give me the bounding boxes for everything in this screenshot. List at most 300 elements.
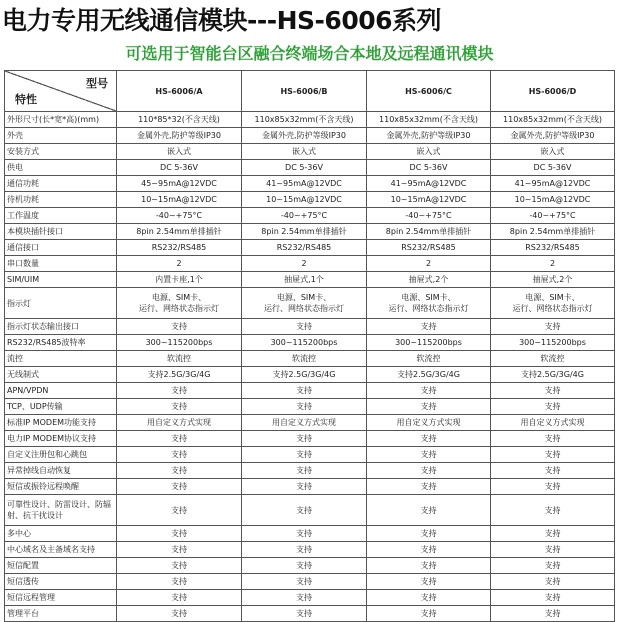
table-row (5, 574, 615, 590)
cell-text: 用自定义方式实现 (520, 418, 585, 427)
cell-text: 支持 (420, 322, 437, 331)
cell-text: 110*85*32(不含天线) (138, 115, 220, 124)
cell-text: 支持 (420, 386, 437, 395)
table-cell (367, 399, 491, 415)
cell-text: -40~+75°C (280, 211, 328, 220)
row-label: 管理平台 (5, 606, 117, 622)
table-cell (491, 367, 615, 383)
table-cell (117, 415, 242, 431)
table-cell (491, 590, 615, 606)
table-cell (117, 574, 242, 590)
table-cell (242, 160, 367, 176)
table-row (5, 399, 615, 415)
table-cell (367, 208, 491, 224)
table-cell (242, 192, 367, 208)
table-row (5, 176, 615, 192)
table-cell (367, 479, 491, 495)
cell-text: 嵌入式 (540, 147, 565, 156)
cell-text: RS232/RS485 (276, 243, 332, 252)
table-cell (242, 176, 367, 192)
table-cell (242, 542, 367, 558)
cell-text: 支持 (171, 450, 187, 459)
cell-text: 支持 (544, 482, 561, 491)
table-cell (242, 367, 367, 383)
table-cell (491, 288, 615, 319)
cell-text: 支持 (171, 505, 187, 515)
cell-text: -40~+75°C (405, 211, 452, 220)
table-cell (491, 144, 615, 160)
table-cell (491, 272, 615, 288)
cell-text: 用自定义方式实现 (272, 418, 336, 427)
cell-text: 支持 (171, 434, 187, 443)
cell-text: 支持 (296, 593, 312, 602)
row-label: 指示灯状态输出接口 (5, 319, 117, 335)
cell-text: 电源、SIM卡、 (151, 293, 207, 302)
cell-text: 运行、网络状态指示灯 (139, 304, 219, 313)
table-cell (367, 256, 491, 272)
cell-text: 支持 (544, 402, 561, 411)
cell-text: 10~15mA@12VDC (141, 195, 217, 204)
table-cell (367, 335, 491, 351)
table-cell (491, 160, 615, 176)
table-cell (491, 319, 615, 335)
table-row (5, 208, 615, 224)
cell-text: 电源、SIM卡、 (401, 293, 456, 302)
spec-table (4, 70, 615, 622)
model-header-d: HS-6006/D (491, 71, 615, 112)
table-cell (117, 160, 242, 176)
table-row (5, 479, 615, 495)
table-cell (491, 335, 615, 351)
cell-text: 支持 (420, 529, 437, 538)
row-label: RS232/RS485波特率 (5, 335, 117, 351)
row-label: SIM/UIM (5, 272, 117, 288)
row-label: 异常掉线自动恢复 (5, 463, 117, 479)
cell-text: 41~95mA@12VDC (514, 179, 591, 188)
model-header-a: HS-6006/A (117, 71, 242, 112)
cell-text: 支持 (296, 609, 312, 618)
cell-text: 软流控 (292, 354, 316, 363)
table-row (5, 463, 615, 479)
cell-text: 支持 (544, 593, 561, 602)
table-cell (367, 240, 491, 256)
table-cell (117, 192, 242, 208)
cell-text: 支持 (420, 482, 437, 491)
table-row (5, 224, 615, 240)
cell-text: 41~95mA@12VDC (266, 179, 342, 188)
cell-text: 支持 (296, 561, 312, 570)
table-row (5, 558, 615, 574)
table-row (5, 495, 615, 526)
table-cell (117, 479, 242, 495)
table-cell (117, 256, 242, 272)
cell-text: -40~+75°C (155, 211, 203, 220)
cell-text: 支持 (420, 593, 437, 602)
table-cell (242, 144, 367, 160)
cell-text: 内置卡座,1个 (155, 275, 203, 284)
table-cell (242, 208, 367, 224)
cell-text: 支持 (171, 561, 187, 570)
table-row (5, 112, 615, 128)
table-row (5, 431, 615, 447)
table-cell (117, 240, 242, 256)
row-label: TCP、UDP传输 (5, 399, 117, 415)
cell-text: 10~15mA@12VDC (514, 195, 591, 204)
row-label: 通信接口 (5, 240, 117, 256)
row-label: 外壳 (5, 128, 117, 144)
header-feature-label: 特性 (15, 93, 37, 106)
table-cell (117, 542, 242, 558)
table-cell (242, 415, 367, 431)
cell-text: 8pin 2.54mm单排插针 (261, 227, 347, 236)
table-cell (367, 367, 491, 383)
cell-text: 用自定义方式实现 (147, 418, 211, 427)
table-cell (491, 240, 615, 256)
table-cell (117, 272, 242, 288)
row-label: 供电 (5, 160, 117, 176)
table-row (5, 240, 615, 256)
table-cell (117, 590, 242, 606)
table-cell (367, 288, 491, 319)
table-row (5, 590, 615, 606)
cell-text: 支持 (544, 577, 561, 586)
table-cell (491, 224, 615, 240)
cell-text: 110x85x32mm(不含天线) (379, 115, 478, 124)
cell-text: 运行、网络状态指示灯 (388, 304, 469, 313)
cell-text: 用自定义方式实现 (396, 418, 461, 427)
table-cell (491, 112, 615, 128)
table-cell (367, 495, 491, 526)
table-row (5, 160, 615, 176)
cell-text: 支持 (171, 402, 187, 411)
table-cell (242, 351, 367, 367)
table-row (5, 335, 615, 351)
table-cell (367, 558, 491, 574)
row-label: 电力IP MODEM协议支持 (5, 431, 117, 447)
cell-text: 支持 (544, 545, 561, 554)
cell-text: 2 (176, 259, 182, 268)
cell-text: 2 (549, 259, 556, 268)
cell-text: 支持 (544, 322, 561, 331)
row-label: 串口数量 (5, 256, 117, 272)
row-label: 短信透传 (5, 574, 117, 590)
row-label: 待机功耗 (5, 192, 117, 208)
cell-text: 300~115200bps (270, 338, 338, 347)
cell-text: 支持2.5G/3G/4G (521, 370, 584, 379)
table-cell (242, 256, 367, 272)
cell-text: 10~15mA@12VDC (390, 195, 467, 204)
table-cell (367, 128, 491, 144)
cell-text: 支持 (296, 577, 312, 586)
table-cell (491, 351, 615, 367)
table-cell (242, 288, 367, 319)
table-cell (117, 463, 242, 479)
row-label: 中心域名及主备域名支持 (5, 542, 117, 558)
cell-text: 嵌入式 (292, 147, 316, 156)
table-cell (242, 495, 367, 526)
cell-text: 嵌入式 (167, 147, 191, 156)
cell-text: 金属外壳,防护等级IP30 (262, 131, 346, 140)
row-label: 指示灯 (5, 288, 117, 319)
table-cell (367, 415, 491, 431)
table-cell (117, 144, 242, 160)
row-label: 可靠性设计、防雷设计、防辐射、抗干扰设计 (5, 495, 117, 526)
table-cell (367, 590, 491, 606)
row-label: 无线制式 (5, 367, 117, 383)
row-label: APN/VPDN (5, 383, 117, 399)
row-label: 自定义注册包和心跳包 (5, 447, 117, 463)
row-label: 外形尺寸(长*宽*高)(mm) (5, 112, 117, 128)
table-cell (117, 128, 242, 144)
table-cell (242, 526, 367, 542)
table-row (5, 542, 615, 558)
cell-text: 10~15mA@12VDC (266, 195, 342, 204)
row-label: 流控 (5, 351, 117, 367)
table-cell (242, 558, 367, 574)
table-cell (242, 606, 367, 622)
cell-text: DC 5-36V (160, 163, 198, 172)
cell-text: 支持 (544, 434, 561, 443)
cell-text: 支持2.5G/3G/4G (272, 370, 336, 379)
table-cell (491, 208, 615, 224)
table-row (5, 447, 615, 463)
table-body (5, 112, 615, 622)
table-cell (491, 574, 615, 590)
cell-text: 支持 (420, 545, 437, 554)
cell-text: 金属外壳,防护等级IP30 (510, 131, 595, 140)
table-cell (491, 447, 615, 463)
header-corner-cell (5, 71, 117, 112)
table-cell (242, 399, 367, 415)
table-cell (367, 144, 491, 160)
table-cell (367, 383, 491, 399)
table-row (5, 128, 615, 144)
cell-text: 运行、网络状态指示灯 (512, 304, 593, 313)
cell-text: 支持 (420, 434, 437, 443)
table-cell (117, 367, 242, 383)
table-cell (242, 590, 367, 606)
cell-text: 2 (301, 259, 307, 268)
cell-text: 支持 (171, 593, 187, 602)
table-cell (117, 431, 242, 447)
cell-text: 支持 (296, 505, 312, 515)
cell-text: 支持 (544, 561, 561, 570)
row-label: 安装方式 (5, 144, 117, 160)
cell-text: 抽屉式,1个 (284, 275, 324, 284)
table-cell (117, 383, 242, 399)
page-subtitle: 可选用于智能台区融合终端场合本地及远程通讯模块 (125, 44, 494, 63)
table-cell (117, 224, 242, 240)
table-cell (491, 542, 615, 558)
table-cell (491, 383, 615, 399)
cell-text: 支持 (171, 482, 187, 491)
table-cell (367, 431, 491, 447)
cell-text: 41~95mA@12VDC (390, 179, 467, 188)
cell-text: 支持 (171, 609, 187, 618)
table-cell (367, 574, 491, 590)
cell-text: 支持2.5G/3G/4G (147, 370, 211, 379)
cell-text: 支持 (296, 322, 312, 331)
table-cell (242, 479, 367, 495)
cell-text: 支持 (171, 545, 187, 554)
table-row (5, 256, 615, 272)
cell-text: 支持 (171, 466, 187, 475)
table-cell (367, 319, 491, 335)
cell-text: 支持 (420, 466, 437, 475)
table-cell (367, 542, 491, 558)
row-label: 短信配置 (5, 558, 117, 574)
table-cell (367, 526, 491, 542)
table-cell (491, 415, 615, 431)
cell-text: RS232/RS485 (401, 243, 456, 252)
table-row (5, 351, 615, 367)
table-cell (117, 606, 242, 622)
cell-text: 支持 (171, 529, 187, 538)
table-row (5, 367, 615, 383)
cell-text: 2 (425, 259, 432, 268)
table-row (5, 144, 615, 160)
cell-text: 支持 (420, 609, 437, 618)
table-cell (242, 224, 367, 240)
table-cell (367, 176, 491, 192)
table-cell (242, 112, 367, 128)
table-cell (491, 192, 615, 208)
table-row (5, 606, 615, 622)
table-cell (242, 431, 367, 447)
cell-text: 8pin 2.54mm单排插针 (385, 227, 472, 236)
table-cell (367, 606, 491, 622)
table-cell (242, 335, 367, 351)
cell-text: 支持 (296, 434, 312, 443)
table-cell (491, 463, 615, 479)
cell-text: 45~95mA@12VDC (141, 179, 217, 188)
table-cell (117, 351, 242, 367)
table-cell (367, 160, 491, 176)
table-cell (491, 399, 615, 415)
cell-text: 300~115200bps (145, 338, 213, 347)
header-model-label: 型号 (86, 77, 108, 90)
table-cell (242, 463, 367, 479)
row-label: 多中心 (5, 526, 117, 542)
table-cell (242, 383, 367, 399)
table-row (5, 288, 615, 319)
row-label: 标准IP MODEM功能支持 (5, 415, 117, 431)
cell-text: 支持2.5G/3G/4G (397, 370, 460, 379)
cell-text: 抽屉式,2个 (408, 275, 449, 284)
row-label: 短信或振铃远程唤醒 (5, 479, 117, 495)
cell-text: 金属外壳,防护等级IP30 (137, 131, 221, 140)
cell-text: 300~115200bps (395, 338, 462, 347)
cell-text: 支持 (296, 482, 312, 491)
cell-text: RS232/RS485 (151, 243, 207, 252)
table-cell (242, 272, 367, 288)
table-cell (367, 447, 491, 463)
table-cell (491, 176, 615, 192)
cell-text: 支持 (420, 505, 437, 515)
page-title: 电力专用无线通信模块---HS-6006系列 (2, 6, 442, 35)
cell-text: 支持 (544, 529, 561, 538)
cell-text: 110x85x32mm(不含天线) (254, 115, 354, 124)
table-cell (367, 351, 491, 367)
row-label: 短信远程管理 (5, 590, 117, 606)
cell-text: 8pin 2.54mm单排插针 (136, 227, 222, 236)
cell-text: 支持 (420, 561, 437, 570)
table-row (5, 415, 615, 431)
cell-text: 支持 (420, 577, 437, 586)
table-cell (367, 463, 491, 479)
cell-text: 软流控 (540, 354, 565, 363)
table-cell (242, 574, 367, 590)
row-label: 工作温度 (5, 208, 117, 224)
table-cell (367, 272, 491, 288)
model-header-b: HS-6006/B (242, 71, 367, 112)
cell-text: 支持 (544, 505, 561, 515)
table-row (5, 192, 615, 208)
cell-text: RS232/RS485 (525, 243, 580, 252)
cell-text: -40~+75°C (529, 211, 576, 220)
cell-text: 支持 (296, 402, 312, 411)
table-cell (491, 128, 615, 144)
cell-text: 金属外壳,防护等级IP30 (386, 131, 471, 140)
cell-text: 支持 (171, 386, 187, 395)
table-cell (117, 208, 242, 224)
table-cell (117, 112, 242, 128)
table-cell (491, 479, 615, 495)
cell-text: 支持 (544, 466, 561, 475)
cell-text: 支持 (296, 466, 312, 475)
cell-text: 支持 (296, 545, 312, 554)
table-header-row (5, 71, 615, 112)
cell-text: 支持 (544, 450, 561, 459)
cell-text: 支持 (296, 529, 312, 538)
cell-text: 300~115200bps (519, 338, 586, 347)
cell-text: 运行、网络状态指示灯 (264, 304, 344, 313)
cell-text: 支持 (420, 450, 437, 459)
table-cell (242, 447, 367, 463)
table-cell (367, 112, 491, 128)
table-cell (491, 431, 615, 447)
table-cell (117, 288, 242, 319)
cell-text: 支持 (171, 322, 187, 331)
cell-text: 8pin 2.54mm单排插针 (509, 227, 596, 236)
table-cell (117, 558, 242, 574)
table-cell (367, 192, 491, 208)
cell-text: 嵌入式 (416, 147, 441, 156)
table-cell (367, 224, 491, 240)
table-cell (117, 526, 242, 542)
table-cell (491, 558, 615, 574)
table-cell (491, 256, 615, 272)
table-cell (117, 495, 242, 526)
row-label: 通信功耗 (5, 176, 117, 192)
table-cell (491, 495, 615, 526)
cell-text: 软流控 (167, 354, 191, 363)
table-cell (117, 335, 242, 351)
cell-text: 电源、SIM卡、 (276, 293, 332, 302)
cell-text: 支持 (171, 577, 187, 586)
table-cell (491, 606, 615, 622)
model-header-c: HS-6006/C (367, 71, 491, 112)
cell-text: 支持 (296, 386, 312, 395)
table-cell (117, 176, 242, 192)
table-row (5, 319, 615, 335)
cell-text: 电源、SIM卡、 (525, 293, 580, 302)
cell-text: 支持 (544, 609, 561, 618)
cell-text: 110x85x32mm(不含天线) (503, 115, 602, 124)
cell-text: DC 5-36V (285, 163, 323, 172)
table-cell (117, 447, 242, 463)
table-cell (117, 399, 242, 415)
